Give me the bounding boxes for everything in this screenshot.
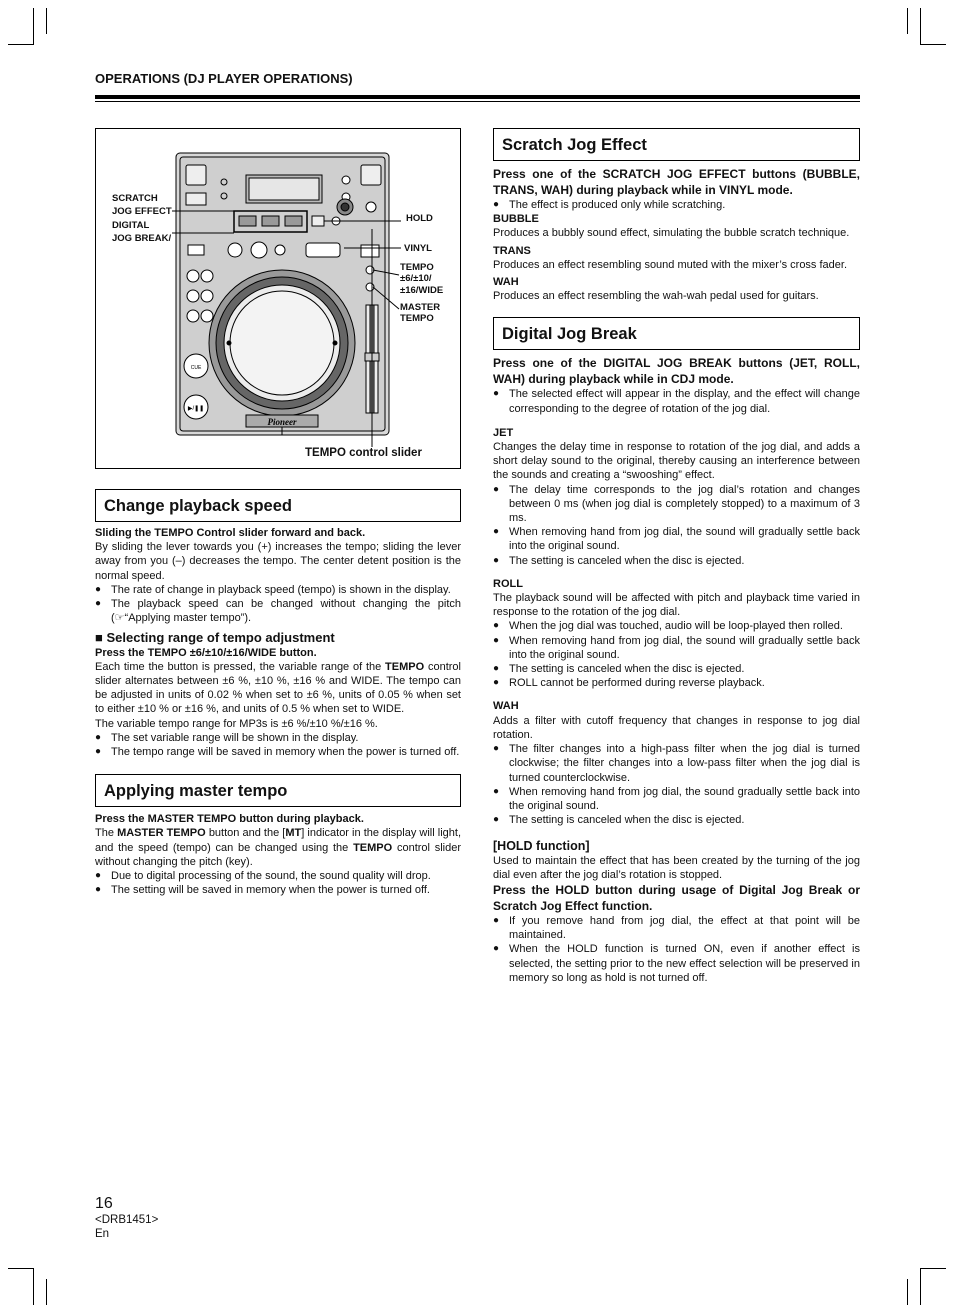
crop-mark: [907, 1279, 908, 1305]
list-item: ● ROLL cannot be performed during reverse playback.: [493, 676, 860, 690]
list-item: ● If you remove hand from jog dial, the effect at that point will be maintained.: [493, 914, 860, 942]
master-tempo-lead: Press the MASTER TEMPO button during playback.: [95, 813, 364, 826]
scratch-bubble-name: BUBBLE: [493, 213, 539, 226]
crop-mark: [8, 1268, 34, 1269]
change-speed-bullets: [95, 583, 461, 626]
list-item: ● The setting is canceled when the disc is ejected.: [493, 662, 860, 676]
hold-body: Used to maintain the effect that has been created by the turning of the jog dial even after the jog dial’s rotation is stopped.: [493, 854, 860, 881]
label-hold: HOLD: [406, 213, 433, 224]
label-tempo: TEMPO: [400, 262, 434, 273]
hold-bullets: [493, 914, 860, 985]
crop-mark: [8, 44, 34, 45]
jet-name: JET: [493, 426, 514, 439]
square-bullet-icon: ■: [95, 630, 107, 646]
list-item: ● The delay time corresponds to the jog dial’s rotation and changes between 0 ms (when jog dial is completely stopped) to a maximum of 3 ms.: [493, 483, 860, 526]
label-jog-break: JOG BREAK/: [112, 233, 172, 244]
digital-break-lead: Press one of the DIGITAL JOG BREAK buttons (JET, ROLL, WAH) during playback while in CDJ mode.: [493, 356, 860, 387]
digital-break-bullets: [493, 387, 860, 415]
scratch-wah-text: Produces an effect resembling the wah-wah pedal used for guitars.: [493, 290, 819, 303]
digital-break-title: Digital Jog Break: [493, 317, 860, 350]
crop-mark: [920, 1268, 921, 1305]
label-scratch: SCRATCH: [112, 193, 158, 204]
page-number: 16: [95, 1195, 113, 1212]
label-master-tempo: TEMPO: [400, 313, 434, 324]
device-figure: [95, 128, 461, 469]
crop-mark: [920, 8, 921, 45]
change-speed-body: By sliding the lever towards you (+) increases the tempo; sliding the lever away from you (–) decreases the tempo. The center detent position is the normal speed.: [95, 541, 461, 582]
device-brand-logo: Pioneer: [267, 417, 297, 427]
list-item: ● When removing hand from jog dial, the sound gradually settle back into the original sound.: [493, 785, 860, 813]
crop-mark: [33, 8, 34, 45]
wah-text: Adds a filter with cutoff frequency that changes in response to jog dial rotation.: [493, 714, 860, 741]
tempo-range-mp3: The variable tempo range for MP3s is ±6 %/±10 %/±16 %.: [95, 717, 378, 730]
tempo-range-lead: Press the TEMPO ±6/±10/±16/WIDE button.: [95, 646, 317, 659]
master-tempo-body: The MASTER TEMPO button and the [MT] indicator in the display will light, and the speed (tempo) can be changed using the TEMPO control slider without changing the pitch (key).: [95, 827, 462, 868]
device-cue-label: CUE: [190, 365, 202, 371]
scratch-lead: Press one of the SCRATCH JOG EFFECT buttons (BUBBLE, TRANS, WAH) during playback while in VINYL mode.: [493, 167, 860, 197]
scratch-bubble-text: Produces a bubbly sound effect, simulating the bubble scratch technique.: [493, 227, 850, 240]
roll-bullets: [493, 619, 860, 690]
list-item: ● The setting is canceled when the disc is ejected.: [493, 813, 860, 827]
device-play-label: ▶/❚❚: [187, 406, 205, 412]
list-item: ● The set variable range will be shown in the display.: [95, 731, 461, 745]
roll-name: ROLL: [493, 577, 523, 590]
master-tempo-title: Applying master tempo: [95, 774, 461, 807]
section-header: OPERATIONS (DJ PLAYER OPERATIONS): [95, 71, 353, 86]
crop-mark: [46, 8, 47, 34]
cdj-player-illustration: [96, 129, 462, 470]
list-item: ● When removing hand from jog dial, the sound will gradually settle back into the original sound.: [493, 525, 860, 553]
language-code: En: [95, 1228, 110, 1240]
list-item: ● When removing hand from jog dial, the sound will gradually settle back into the original sound.: [493, 634, 860, 662]
hold-lead: Press the HOLD button during usage of Digital Jog Break or Scratch Jog Effect function.: [493, 882, 860, 913]
list-item: ● When the jog dial was touched, audio will be loop-played then rolled.: [493, 619, 860, 633]
scratch-bullets: [493, 198, 860, 212]
label-master: MASTER: [400, 302, 441, 313]
tempo-range-body: Each time the button is pressed, the variable range of the TEMPO control slider alternates between ±6 %, ±10 %, ±16 % and WIDE. The tempo can be adjusted in units of 0.02 % when set to ±6 %, units of 0.05 % when set to either ±10 % or ±16 %, and units of 0.5 % when set to WIDE.: [95, 660, 461, 716]
scratch-wah-name: WAH: [493, 276, 519, 289]
list-item: ● Due to digital processing of the sound, the sound quality will drop.: [95, 869, 461, 883]
wah-name: WAH: [493, 700, 519, 713]
crop-mark: [33, 1268, 34, 1305]
label-tempo-range-2: ±16/WIDE: [400, 285, 444, 296]
scratch-trans-name: TRANS: [493, 244, 531, 257]
hold-title: [HOLD function]: [493, 839, 590, 854]
list-item: ● The selected effect will appear in the display, and the effect will change corresponding to the degree of rotation of the jog dial.: [493, 387, 860, 415]
roll-text: The playback sound will be affected with pitch and playback time varied in response to the rotation of the jog dial.: [493, 592, 860, 619]
crop-mark: [907, 8, 908, 34]
change-speed-title: Change playback speed: [95, 489, 461, 522]
page-footer: [95, 1195, 158, 1241]
label-vinyl: VINYL: [404, 243, 432, 254]
list-item: ● The playback speed can be changed without changing the pitch (☞“Applying master tempo”).: [95, 597, 461, 625]
label-jog-effect: JOG EFFECT: [112, 206, 172, 217]
label-digital: DIGITAL: [112, 220, 150, 231]
crop-mark: [920, 44, 946, 45]
list-item: ● The rate of change in playback speed (tempo) is shown in the display.: [95, 583, 461, 597]
wah-bullets: [493, 742, 860, 827]
tempo-range-bullets: [95, 731, 461, 759]
list-item: ● The tempo range will be saved in memory when the power is turned off.: [95, 745, 461, 759]
scratch-trans-text: Produces an effect resembling sound muted with the mixer’s cross fader.: [493, 258, 848, 271]
master-tempo-bullets: [95, 869, 461, 897]
jet-bullets: [493, 483, 860, 568]
list-item: ● The setting is canceled when the disc is ejected.: [493, 554, 860, 568]
crop-mark: [46, 1279, 47, 1305]
list-item: ● The effect is produced only while scratching.: [493, 198, 860, 212]
header-rule-thin: [95, 101, 860, 102]
header-rule: [95, 95, 860, 99]
crop-mark: [920, 1268, 946, 1269]
document-code: <DRB1451>: [95, 1214, 159, 1226]
label-tempo-slider: TEMPO control slider: [305, 447, 422, 459]
list-item: ● When the HOLD function is turned ON, even if another effect is selected, the setting prior to the new effect selection will be preserved in memory so long as hold is not turned off.: [493, 942, 860, 985]
list-item: ● The filter changes into a high-pass filter when the jog dial is turned clockwise; the filter changes into a low-pass filter when the jog dial is turned counterclockwise.: [493, 742, 860, 785]
jet-text: Changes the delay time in response to rotation of the jog dial, and adds a short delay sound to the original, thereby causing an interference between the sounds and creating a “swooshing” effect.: [493, 441, 860, 482]
label-tempo-range-1: ±6/±10/: [400, 273, 432, 284]
scratch-title: Scratch Jog Effect: [493, 128, 860, 161]
left-column: [95, 489, 461, 897]
change-speed-lead: Sliding the TEMPO Control slider forward and back.: [95, 527, 366, 539]
tempo-range-heading: ■ Selecting range of tempo adjustment: [95, 630, 335, 646]
list-item: ● The setting will be saved in memory when the power is turned off.: [95, 883, 461, 897]
right-column: [493, 128, 860, 985]
